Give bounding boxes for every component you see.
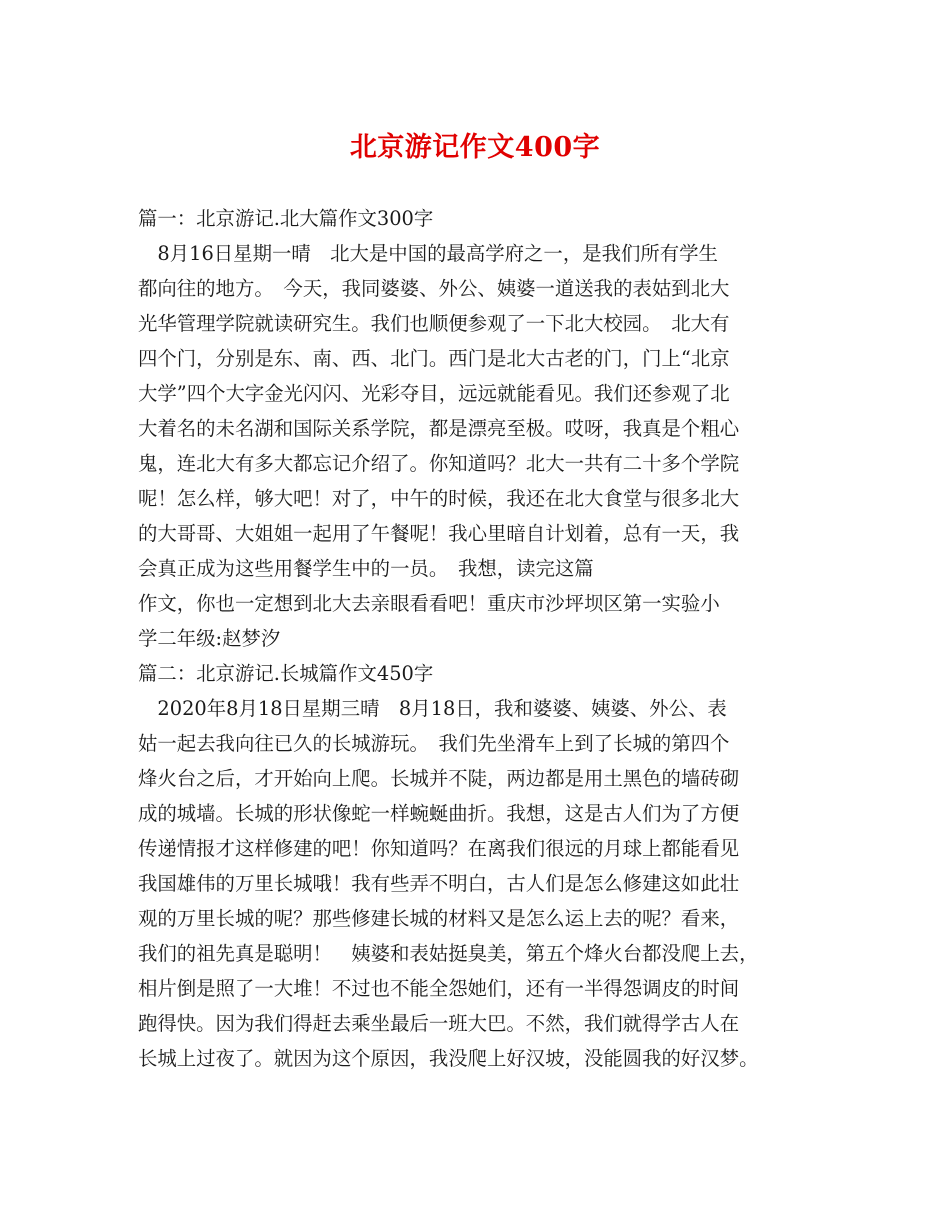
- body-line: 的大哥哥、大姐姐一起用了午餐呢！我心里暗自计划着，总有一天，我: [138, 522, 740, 545]
- body-line: 2020年8月18日星期三晴 8月18日，我和婆婆、姨婆、外公、表: [138, 697, 727, 720]
- body-line: 烽火台之后，才开始向上爬。长城并不陡，两边都是用土黑色的墙砖砌: [138, 767, 740, 790]
- body-line: 都向往的地方。 今天，我同婆婆、外公、姨婆一道送我的表姑到北大: [138, 277, 730, 300]
- body-line: 长城上过夜了。就因为这个原因，我没爬上好汉坡，没能圆我的好汉梦。: [138, 1047, 759, 1070]
- body-line: 四个门，分别是东、南、西、北门。西门是北大古老的门，门上“北京: [138, 347, 730, 370]
- body-line: 会真正成为这些用餐学生中的一员。 我想，读完这篇: [138, 557, 594, 580]
- section-heading-1: 篇一：北京游记.北大篇作文300字: [138, 207, 434, 230]
- body-line: 我们的祖先真是聪明！ 姨婆和表姑挺臭美，第五个烽火台都没爬上去，: [138, 942, 759, 965]
- body-line: 8月16日星期一晴 北大是中国的最高学府之一，是我们所有学生: [138, 242, 718, 265]
- page-title: 北京游记作文400字: [349, 132, 601, 163]
- body-line: 成的城墙。长城的形状像蛇一样蜿蜒曲折。我想，这是古人们为了方便: [138, 802, 740, 825]
- body-line: 相片倒是照了一大堆！不过也不能全怨她们，还有一半得怨调皮的时间: [138, 977, 740, 1000]
- body-line: 观的万里长城的呢？那些修建长城的材料又是怎么运上去的呢？看来，: [138, 907, 740, 930]
- body-line: 大着名的未名湖和国际关系学院，都是漂亮至极。哎呀，我真是个粗心: [138, 417, 740, 440]
- section-heading-2: 篇二：北京游记.长城篇作文450字: [138, 662, 434, 685]
- body-line: 作文，你也一定想到北大去亲眼看看吧！重庆市沙坪坝区第一实验小: [138, 592, 720, 615]
- body-line: 光华管理学院就读研究生。我们也顺便参观了一下北大校园。 北大有: [138, 312, 730, 335]
- body-line: 大学”四个大字金光闪闪、光彩夺目，远远就能看见。我们还参观了北: [138, 382, 730, 405]
- body-line: 我国雄伟的万里长城哦！我有些弄不明白，古人们是怎么修建这如此壮: [138, 872, 740, 895]
- body-line: 鬼，连北大有多大都忘记介绍了。你知道吗？北大一共有二十多个学院: [138, 452, 740, 475]
- body-line: 传递情报才这样修建的吧！你知道吗？在离我们很远的月球上都能看见: [138, 837, 740, 860]
- body-line: 姑一起去我向往已久的长城游玩。 我们先坐滑车上到了长城的第四个: [138, 732, 730, 755]
- body-line: 呢！怎么样，够大吧！对了，中午的时候，我还在北大食堂与很多北大: [138, 487, 740, 510]
- body-line: 跑得快。因为我们得赶去乘坐最后一班大巴。不然，我们就得学古人在: [138, 1012, 740, 1035]
- body-line: 学二年级:赵梦汐: [138, 627, 281, 650]
